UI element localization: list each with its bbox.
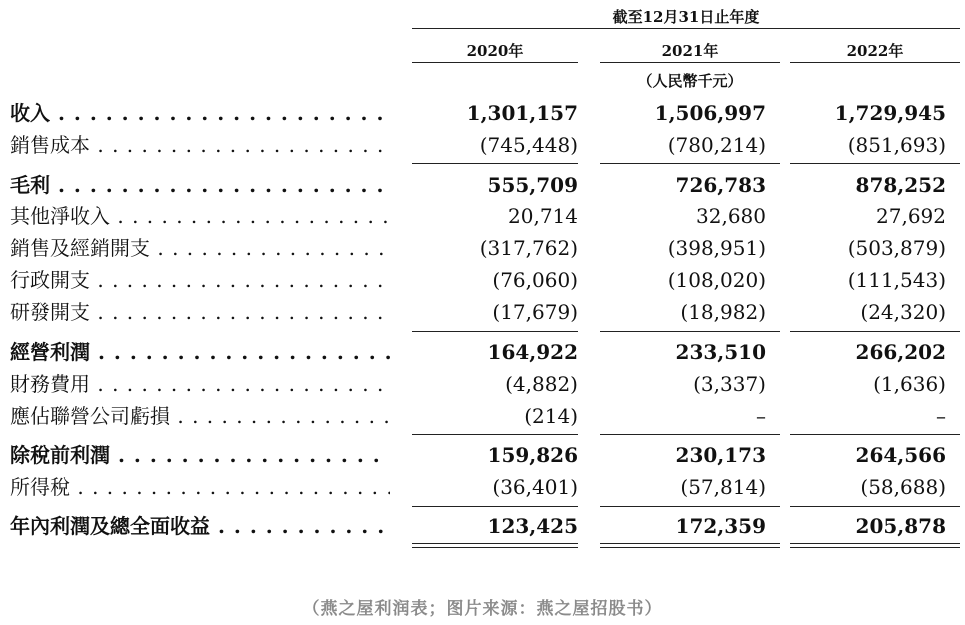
table-row [0, 264, 965, 296]
value-2022: 1,729,945 [834, 101, 946, 125]
total-double-rule-2022 [790, 543, 960, 548]
subtotal-rule-2020 [412, 331, 578, 332]
table-row [0, 296, 965, 328]
unit-label: （人民幣千元） [637, 72, 743, 90]
table-row [0, 439, 965, 471]
subtotal-rule-2021 [600, 506, 780, 507]
row-label: 行政開支 . . . [10, 264, 390, 296]
table-row [0, 129, 965, 161]
value-2022: (24,320) [860, 300, 946, 324]
value-2020: (36,401) [492, 475, 578, 499]
period-rule [412, 28, 960, 29]
value-2020: (214) [524, 404, 578, 428]
row-label: 經營利潤 . . . [10, 336, 390, 368]
row-label: 除稅前利潤 . . . [10, 439, 390, 471]
subtotal-rule-2021 [600, 163, 780, 164]
value-2020: 555,709 [487, 173, 578, 197]
value-2021: 230,173 [675, 443, 766, 467]
value-2020: (17,679) [492, 300, 578, 324]
value-2021: (398,951) [667, 236, 766, 260]
year-header-2022: 2022年 [846, 42, 904, 60]
table-row [0, 169, 965, 201]
value-2021: (108,020) [667, 268, 766, 292]
value-2020: (745,448) [479, 133, 578, 157]
value-2021: 172,359 [675, 514, 766, 538]
value-2020: (317,762) [479, 236, 578, 260]
value-2021: (18,982) [680, 300, 766, 324]
value-2021: 726,783 [675, 173, 766, 197]
row-label: 銷售及經銷開支 . . . [10, 232, 390, 264]
year-header-2020: 2020年 [466, 42, 524, 60]
value-2020: 123,425 [487, 514, 578, 538]
row-label: 研發開支 . . . [10, 296, 390, 328]
subtotal-rule-2021 [600, 434, 780, 435]
subtotal-rule-2021 [600, 331, 780, 332]
table-row [0, 200, 965, 232]
row-label: 所得稅 . . . [10, 471, 390, 503]
row-label: 財務費用 . . . [10, 368, 390, 400]
table-row [0, 368, 965, 400]
value-2022: (58,688) [860, 475, 946, 499]
subtotal-rule-2022 [790, 163, 960, 164]
value-2021: (57,814) [680, 475, 766, 499]
value-2022: 264,566 [855, 443, 946, 467]
value-2022: (1,636) [873, 372, 946, 396]
table-row [0, 471, 965, 503]
row-label: 銷售成本 . . . [10, 129, 390, 161]
table-row [0, 232, 965, 264]
row-label: 其他淨收入 . . . [10, 200, 390, 232]
subtotal-rule-2020 [412, 163, 578, 164]
value-2020: 159,826 [487, 443, 578, 467]
value-2020: 1,301,157 [466, 101, 578, 125]
value-2021: (780,214) [667, 133, 766, 157]
value-2021: – [756, 404, 766, 428]
period-header: 截至12月31日止年度 [612, 8, 760, 26]
value-2020: (76,060) [492, 268, 578, 292]
subtotal-rule-2020 [412, 506, 578, 507]
value-2022: (503,879) [847, 236, 946, 260]
source-caption: （燕之屋利润表；图片来源：燕之屋招股书） [302, 599, 663, 619]
value-2021: 32,680 [696, 204, 766, 228]
year-rule-2020 [412, 62, 578, 63]
table-row [0, 97, 965, 129]
table-row [0, 336, 965, 368]
year-rule-2021 [600, 62, 780, 63]
value-2021: 233,510 [675, 340, 766, 364]
subtotal-rule-2022 [790, 331, 960, 332]
subtotal-rule-2022 [790, 434, 960, 435]
value-2020: (4,882) [505, 372, 578, 396]
row-label: 年內利潤及總全面收益 . . . [10, 510, 390, 542]
value-2021: 1,506,997 [654, 101, 766, 125]
value-2020: 164,922 [487, 340, 578, 364]
subtotal-rule-2020 [412, 434, 578, 435]
total-double-rule-2021 [600, 543, 780, 548]
value-2022: (851,693) [847, 133, 946, 157]
table-row [0, 510, 965, 542]
row-label: 毛利 . . . [10, 169, 390, 201]
year-rule-2022 [790, 62, 960, 63]
value-2022: 205,878 [855, 514, 946, 538]
table-row [0, 400, 965, 432]
value-2022: 266,202 [855, 340, 946, 364]
row-label: 應佔聯營公司虧損 . . . [10, 400, 390, 432]
row-label: 收入 . . . [10, 97, 390, 129]
value-2022: 878,252 [855, 173, 946, 197]
value-2021: (3,337) [693, 372, 766, 396]
year-header-2021: 2021年 [661, 42, 719, 60]
value-2022: – [936, 404, 946, 428]
value-2020: 20,714 [508, 204, 578, 228]
total-double-rule-2020 [412, 543, 578, 548]
value-2022: 27,692 [876, 204, 946, 228]
value-2022: (111,543) [847, 268, 946, 292]
subtotal-rule-2022 [790, 506, 960, 507]
